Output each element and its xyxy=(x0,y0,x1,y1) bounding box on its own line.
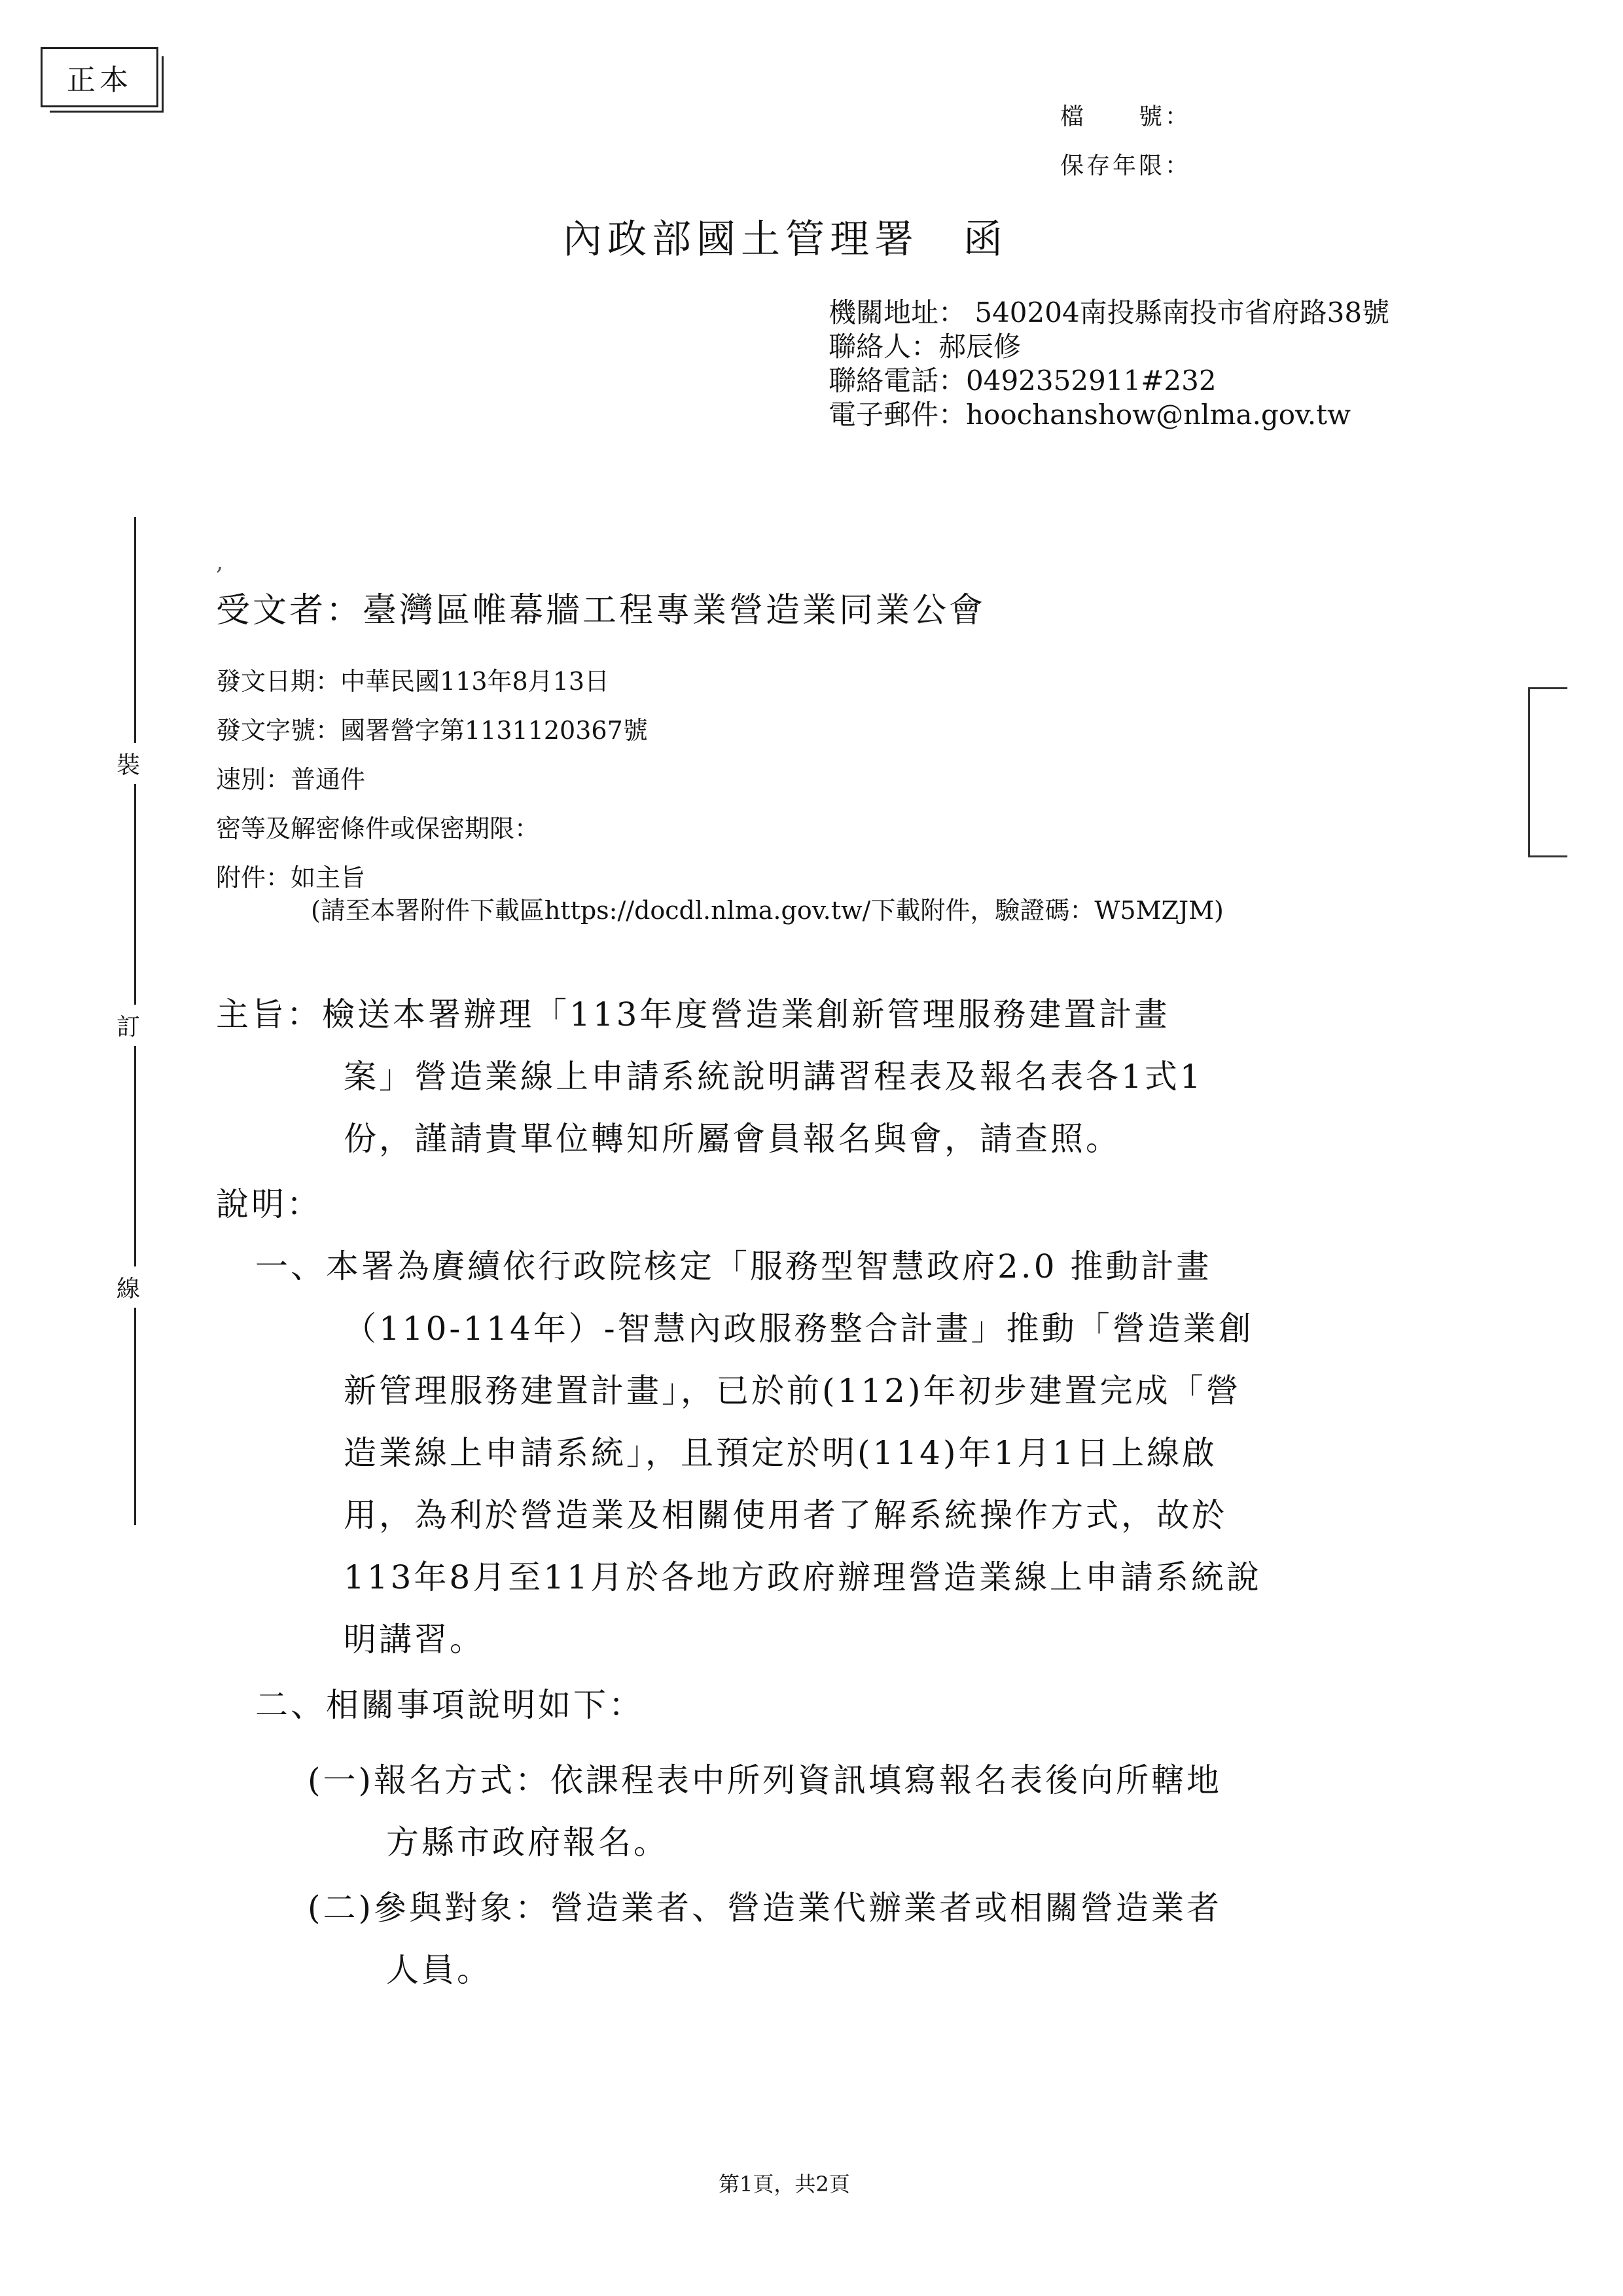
seal-edge xyxy=(1528,687,1567,857)
item-1-line-3: 新管理服務建置計畫」，已於前(112)年初步建置完成「營 xyxy=(344,1372,1241,1410)
subject-line-3: 份，謹請貴單位轉知所屬會員報名與會，請查照。 xyxy=(344,1120,1121,1158)
explanation-heading: 說明： xyxy=(216,1185,322,1223)
subject-line-2: 案」營造業線上申請系統說明講習程表及報名表各1式1 xyxy=(344,1058,1204,1096)
page-number: 第1頁，共2頁 xyxy=(719,2172,850,2197)
item-1-line-4: 造業線上申請系統」，且預定於明(114)年1月1日上線啟 xyxy=(344,1434,1218,1472)
delivery-speed: 速別：普通件 xyxy=(216,765,366,794)
retention-period-label: 保存年限： xyxy=(1060,152,1192,179)
receiver: 受文者：臺灣區帷幕牆工程專業營造業同業公會 xyxy=(216,591,986,630)
item-1-line-1: 一、本署為賡續依行政院核定「服務型智慧政府2.0 推動計畫 xyxy=(255,1247,1212,1285)
item-1-line-5: 用，為利於營造業及相關使用者了解系統操作方式，故於 xyxy=(344,1496,1227,1534)
contact-address: 機關地址： 540204南投縣南投市省府路38號 xyxy=(829,296,1390,329)
contact-phone: 聯絡電話：0492352911#232 xyxy=(829,365,1217,397)
item-1-line-7: 明講習。 xyxy=(344,1621,485,1659)
binding-char-xian: 線 xyxy=(116,1266,140,1308)
file-number-label: 檔 號： xyxy=(1060,103,1192,130)
sub-item-2-line-1: (二)參與對象：營造業者、營造業代辦業者或相關營造業者 xyxy=(308,1889,1222,1927)
sub-item-2-line-2: 人員。 xyxy=(386,1951,492,1989)
binding-char-ding: 訂 xyxy=(116,1005,140,1046)
item-1-line-6: 113年8月至11月於各地方政府辦理營造業線上申請系統說 xyxy=(344,1558,1262,1596)
issue-date: 發文日期：中華民國113年8月13日 xyxy=(216,667,610,696)
redaction-mark: , xyxy=(216,548,224,575)
binding-char-zhuang: 裝 xyxy=(116,743,140,784)
sub-item-1-line-2: 方縣市政府報名。 xyxy=(386,1823,669,1861)
subject-line-1: 主旨：檢送本署辦理「113年度營造業創新管理服務建置計畫 xyxy=(216,996,1170,1033)
original-copy-stamp: 正本 xyxy=(41,47,158,107)
contact-person: 聯絡人：郝辰修 xyxy=(829,331,1022,363)
sub-item-1-line-1: (一)報名方式：依課程表中所列資訊填寫報名表後向所轄地 xyxy=(308,1761,1222,1799)
contact-email: 電子郵件：hoochanshow@nlma.gov.tw xyxy=(829,399,1351,431)
attachment: 附件：如主旨 xyxy=(216,863,366,892)
document-title: 內政部國土管理署 函 xyxy=(563,217,1008,262)
document-number: 發文字號：國署營字第1131120367號 xyxy=(216,716,648,745)
attachment-note: (請至本署附件下載區https://docdl.nlma.gov.tw/下載附件，驗證碼：W5MZJM) xyxy=(311,896,1224,925)
secrecy-level: 密等及解密條件或保密期限： xyxy=(216,814,540,843)
item-1-line-2: （110-114年）-智慧內政服務整合計畫」推動「營造業創 xyxy=(344,1310,1254,1348)
item-2: 二、相關事項說明如下： xyxy=(255,1686,644,1724)
